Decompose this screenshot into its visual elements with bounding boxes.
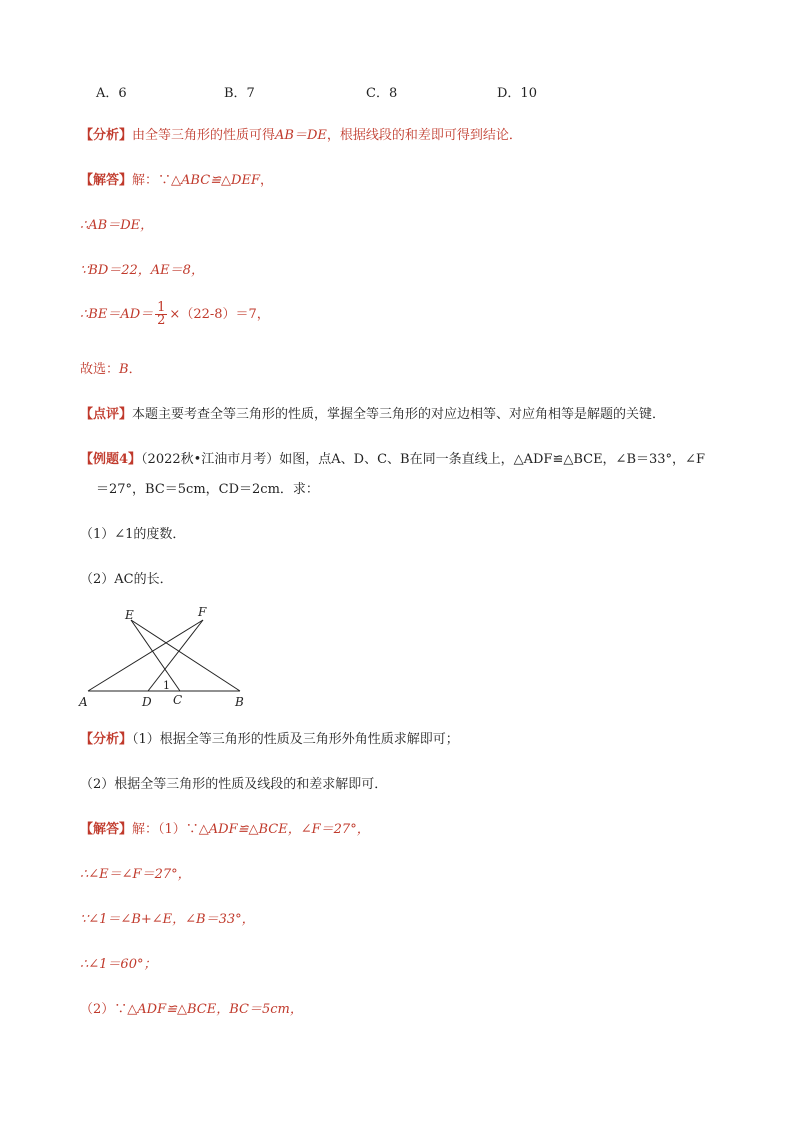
solution-expr-prefix: ∴BE＝AD＝ [80, 307, 154, 322]
solution-1-line-5 [80, 361, 142, 379]
solution-1-line-2: ∴AB＝DE， [80, 218, 154, 233]
analysis-text-end: ，根据线段的和差即可得到结论． [326, 128, 522, 143]
solution-text-end: ， [259, 173, 273, 188]
question-1: （1）∠1的度数． [80, 527, 186, 542]
solution-2-line-1 [80, 821, 370, 839]
analysis-expr: AB＝DE [275, 128, 327, 143]
solution-text: 解：∵ [132, 173, 172, 188]
choice-suffix: ． [128, 362, 142, 377]
segment-ec [131, 620, 180, 691]
option-b: B．7 [224, 86, 255, 101]
comment [80, 406, 665, 424]
label-d: D [142, 695, 152, 709]
option-a: A．6 [96, 86, 127, 101]
solution-2-expr: △ADF≌△BCE，∠F＝27°， [198, 822, 370, 837]
comment-tag: 【点评】 [80, 407, 133, 422]
label-a: A [79, 695, 88, 709]
option-d: D．10 [497, 86, 537, 101]
solution-1-line-4 [80, 302, 270, 327]
example-line-1 [80, 451, 705, 469]
analysis-text: 由全等三角形的性质可得 [132, 128, 276, 143]
solution-1-line-3: ∵BD＝22，AE＝8， [80, 263, 204, 278]
solution-expr-suffix: ×（22-8）＝7， [169, 307, 270, 322]
label-angle-1: 1 [163, 679, 170, 692]
solution-2-line-3: ∵∠1＝∠B+∠E，∠B＝33°， [80, 912, 255, 927]
analysis-2-text: （1）根据全等三角形的性质及三角形外角性质求解即可； [132, 732, 459, 747]
label-b: B [235, 695, 244, 709]
solution-tag: 【解答】 [80, 173, 133, 188]
solution-2-tag: 【解答】 [80, 822, 133, 837]
solution-1-line-1 [80, 172, 273, 190]
label-f: F [198, 605, 207, 619]
geometry-figure [70, 600, 270, 712]
analysis-2-tag: 【分析】 [80, 732, 133, 747]
choice-answer: B [119, 362, 129, 377]
solution-2-line-5 [80, 1001, 303, 1019]
question-2: （2）AC的长． [80, 572, 173, 587]
solution-2-text: 解：（1）∵ [132, 822, 199, 837]
example-tag: 【例题4】 [80, 452, 142, 467]
solution-2-line-4: ∴∠1＝60°； [80, 957, 157, 972]
fraction-denominator: 2 [157, 313, 166, 328]
example-line-2: ＝27°，BC＝5cm，CD＝2cm．求： [96, 482, 319, 497]
analysis-2-line-2: （2）根据全等三角形的性质及线段的和差求解即可． [80, 777, 388, 792]
solution-expr: △ABC≌△DEF [171, 173, 260, 188]
analysis-tag: 【分析】 [80, 128, 133, 143]
fraction [155, 302, 167, 327]
segment-df [148, 620, 203, 691]
comment-text: 本题主要考查全等三角形的性质，掌握全等三角形的对应边相等、对应角相等是解题的关键． [132, 407, 666, 422]
label-c: C [173, 693, 183, 707]
solution-2-part2-expr: △ADF≌△BCE，BC＝5cm， [127, 1002, 303, 1017]
analysis-2-line-1 [80, 731, 459, 749]
fraction-numerator: 1 [157, 300, 166, 315]
choice-prefix: 故选： [80, 362, 120, 377]
analysis-1 [80, 127, 522, 145]
solution-2-part2-prefix: （2）∵ [80, 1002, 128, 1017]
solution-2-line-2: ∴∠E＝∠F＝27°， [80, 867, 191, 882]
example-text: （2022秋•江油市月考）如图，点A、D、C、B在同一条直线上，△ADF≌△BCE，∠B＝33°，∠F [141, 452, 705, 467]
option-c: C．8 [366, 86, 398, 101]
label-e: E [125, 608, 134, 622]
